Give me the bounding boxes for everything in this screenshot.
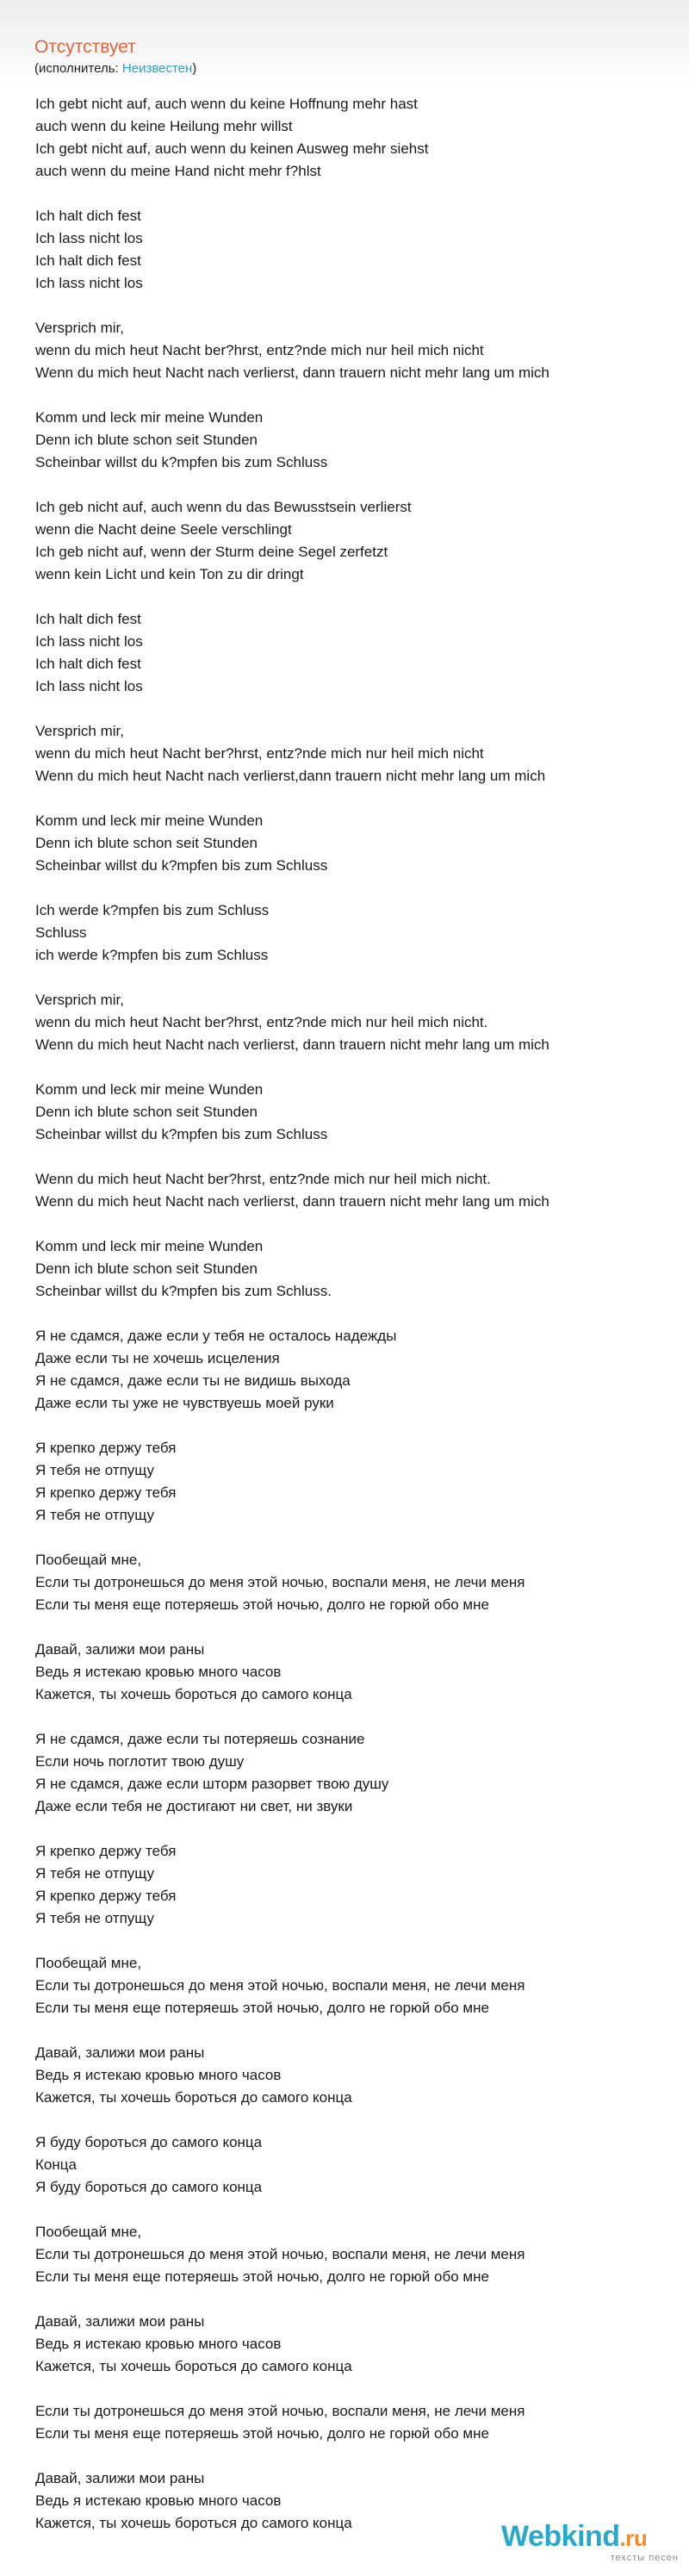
lyric-line: Я крепко держу тебя bbox=[35, 1888, 177, 1904]
lyrics-stanza bbox=[35, 989, 673, 1056]
lyric-line: Wenn du mich heut Nacht nach verlierst, dann trauern nicht mehr lang um mich bbox=[35, 364, 549, 381]
lyric-line: Ведь я истекаю кровью много часов bbox=[35, 2067, 282, 2083]
lyric-line: Ich gebt nicht auf, auch wenn du keinen Ausweg mehr siehst bbox=[35, 140, 429, 157]
lyrics-stanza bbox=[35, 1235, 673, 1303]
lyrics-stanza bbox=[35, 317, 673, 384]
lyric-line: Кажется, ты хочешь бороться до самого конца bbox=[35, 2089, 352, 2106]
lyric-line: wenn du mich heut Nacht ber?hrst, entz?nde mich nur heil mich nicht bbox=[35, 342, 484, 358]
lyric-line: Wenn du mich heut Nacht nach verlierst, dann trauern nicht mehr lang um mich bbox=[35, 1193, 549, 1210]
lyric-line: Ich halt dich fest bbox=[35, 611, 141, 627]
lyric-line: Ich lass nicht los bbox=[35, 678, 143, 694]
lyric-line: Кажется, ты хочешь бороться до самого конца bbox=[35, 2358, 352, 2374]
lyrics-stanza bbox=[35, 1437, 673, 1527]
lyric-line: Если ты меня еще потеряешь этой ночью, долго не горюй обо мне bbox=[35, 1596, 489, 1613]
lyric-line: Если ты дотронешься до меня этой ночью, воспали меня, не лечи меня bbox=[35, 1574, 525, 1590]
lyric-line: ich werde k?mpfen bis zum Schluss bbox=[35, 947, 269, 963]
lyric-line: wenn kein Licht und kein Ton zu dir dringt bbox=[35, 566, 304, 582]
lyric-line: Даже если тебя не достигают ни свет, ни звуки bbox=[35, 1798, 353, 1814]
logo-name: Webkind bbox=[501, 2520, 620, 2553]
lyric-line: Scheinbar willst du k?mpfen bis zum Schluss bbox=[35, 857, 328, 874]
lyric-line: Я не сдамся, даже если у тебя не осталось надежды bbox=[35, 1328, 397, 1344]
lyric-line: Ich halt dich fest bbox=[35, 656, 141, 672]
artist-link[interactable]: Неизвестен bbox=[121, 61, 193, 76]
lyrics-stanza bbox=[35, 1639, 673, 1706]
page-header bbox=[0, 0, 689, 86]
lyric-line: Versprich mir, bbox=[35, 992, 124, 1008]
lyric-line: Я крепко держу тебя bbox=[35, 1843, 177, 1859]
lyric-line: Давай, залижи мои раны bbox=[35, 1641, 205, 1658]
lyric-line: Я тебя не отпущу bbox=[35, 1865, 154, 1882]
lyric-line: Кажется, ты хочешь бороться до самого конца bbox=[35, 1686, 352, 1702]
lyric-line: Я не сдамся, даже если ты потеряешь сознание bbox=[35, 1731, 365, 1747]
lyric-line: Я тебя не отпущу bbox=[35, 1910, 154, 1926]
lyric-line: Конца bbox=[35, 2156, 77, 2173]
lyric-line: Versprich mir, bbox=[35, 723, 124, 739]
lyric-line: Я тебя не отпущу bbox=[35, 1462, 154, 1478]
lyrics-stanza bbox=[35, 496, 673, 586]
lyric-line: Wenn du mich heut Nacht nach verlierst, dann trauern nicht mehr lang um mich bbox=[35, 1036, 549, 1053]
artist-line bbox=[34, 61, 196, 77]
lyrics-stanza bbox=[35, 205, 673, 295]
lyric-line: Schluss bbox=[35, 924, 87, 941]
lyric-line: Scheinbar willst du k?mpfen bis zum Schluss. bbox=[35, 1283, 332, 1299]
lyrics-stanza bbox=[35, 720, 673, 787]
lyric-line: Я не сдамся, даже если шторм разорвет твою душу bbox=[35, 1776, 389, 1792]
site-logo[interactable] bbox=[501, 2520, 682, 2568]
lyrics-stanza bbox=[35, 1168, 673, 1213]
lyric-line: Scheinbar willst du k?mpfen bis zum Schluss bbox=[35, 1126, 328, 1142]
lyric-line: Даже если ты не хочешь исцеления bbox=[35, 1350, 280, 1366]
lyrics-stanza bbox=[35, 1952, 673, 2019]
lyric-line: Пообещай мне, bbox=[35, 2224, 142, 2240]
lyric-line: Denn ich blute schon seit Stunden bbox=[35, 1260, 258, 1277]
lyric-line: Ведь я истекаю кровью много часов bbox=[35, 2336, 282, 2352]
lyrics-body bbox=[35, 93, 673, 2557]
lyric-line: Если ты дотронешься до меня этой ночью, воспали меня, не лечи меня bbox=[35, 1977, 525, 1994]
lyric-line: Denn ich blute schon seit Stunden bbox=[35, 432, 258, 448]
lyric-line: Ich lass nicht los bbox=[35, 275, 143, 291]
lyric-line: Если ты меня еще потеряешь этой ночью, долго не горюй обо мне bbox=[35, 2000, 489, 2016]
lyric-line: Wenn du mich heut Nacht nach verlierst,dann trauern nicht mehr lang um mich bbox=[35, 768, 546, 784]
lyric-line: Давай, залижи мои раны bbox=[35, 2470, 205, 2486]
artist-suffix: ) bbox=[192, 61, 197, 76]
lyrics-stanza bbox=[35, 608, 673, 698]
lyric-line: Если ты меня еще потеряешь этой ночью, долго не горюй обо мне bbox=[35, 2268, 489, 2285]
lyrics-stanza bbox=[35, 407, 673, 474]
lyric-line: Если ты дотронешься до меня этой ночью, воспали меня, не лечи меня bbox=[35, 2246, 525, 2262]
lyric-line: Пообещай мне, bbox=[35, 1955, 142, 1971]
lyrics-stanza bbox=[35, 2131, 673, 2199]
song-title: Отсутствует bbox=[34, 37, 136, 57]
lyric-line: Я не сдамся, даже если ты не видишь выхода bbox=[35, 1372, 351, 1389]
lyric-line: Пообещай мне, bbox=[35, 1552, 142, 1568]
lyric-line: Komm und leck mir meine Wunden bbox=[35, 812, 264, 829]
lyric-line: auch wenn du keine Heilung mehr willst bbox=[35, 118, 293, 134]
lyric-line: Komm und leck mir meine Wunden bbox=[35, 1238, 264, 1254]
lyrics-stanza bbox=[35, 810, 673, 877]
lyric-line: Я крепко держу тебя bbox=[35, 1440, 177, 1456]
lyric-line: Если ночь поглотит твою душу bbox=[35, 1753, 245, 1770]
lyric-line: auch wenn du meine Hand nicht mehr f?hlst bbox=[35, 163, 321, 179]
lyric-line: Я буду бороться до самого конца bbox=[35, 2134, 263, 2150]
lyrics-stanza bbox=[35, 2311, 673, 2378]
artist-prefix: (исполнитель: bbox=[34, 61, 119, 76]
lyrics-stanza bbox=[35, 1549, 673, 1616]
lyric-line: Ich lass nicht los bbox=[35, 230, 143, 246]
lyrics-stanza bbox=[35, 1840, 673, 1930]
lyric-line: Ich werde k?mpfen bis zum Schluss bbox=[35, 902, 270, 918]
lyric-line: Ich geb nicht auf, auch wenn du das Bewusstsein verlierst bbox=[35, 499, 412, 515]
lyric-line: wenn die Nacht deine Seele verschlingt bbox=[35, 521, 292, 538]
lyric-line: wenn du mich heut Nacht ber?hrst, entz?nde mich nur heil mich nicht bbox=[35, 745, 484, 762]
lyrics-stanza bbox=[35, 1325, 673, 1415]
lyric-line: Ведь я истекаю кровью много часов bbox=[35, 2492, 282, 2509]
lyric-line: Если ты дотронешься до меня этой ночью, воспали меня, не лечи меня bbox=[35, 2403, 525, 2419]
lyric-line: Даже если ты уже не чувствуешь моей руки bbox=[35, 1395, 334, 1411]
lyric-line: Кажется, ты хочешь бороться до самого конца bbox=[35, 2515, 352, 2531]
lyrics-stanza bbox=[35, 899, 673, 967]
lyric-line: Ich geb nicht auf, wenn der Sturm deine Segel zerfetzt bbox=[35, 544, 388, 560]
lyrics-stanza bbox=[35, 2042, 673, 2109]
lyrics-stanza bbox=[35, 1728, 673, 1818]
lyric-line: Denn ich blute schon seit Stunden bbox=[35, 835, 258, 851]
lyrics-stanza bbox=[35, 1079, 673, 1146]
lyric-line: Ich lass nicht los bbox=[35, 633, 143, 650]
lyric-line: Давай, залижи мои раны bbox=[35, 2044, 205, 2061]
lyric-line: Wenn du mich heut Nacht ber?hrst, entz?nde mich nur heil mich nicht. bbox=[35, 1171, 491, 1187]
logo-tagline: тексты песен bbox=[610, 2553, 679, 2563]
lyric-line: Я буду бороться до самого конца bbox=[35, 2179, 263, 2195]
lyric-line: Komm und leck mir meine Wunden bbox=[35, 1081, 264, 1098]
logo-wordmark bbox=[501, 2520, 647, 2554]
lyric-line: Versprich mir, bbox=[35, 320, 124, 336]
lyric-line: Denn ich blute schon seit Stunden bbox=[35, 1104, 258, 1120]
lyric-line: Scheinbar willst du k?mpfen bis zum Schluss bbox=[35, 454, 328, 470]
lyrics-stanza bbox=[35, 2400, 673, 2445]
lyric-line: Komm und leck mir meine Wunden bbox=[35, 409, 264, 426]
lyric-line: Ich halt dich fest bbox=[35, 252, 141, 269]
lyric-line: Я тебя не отпущу bbox=[35, 1507, 154, 1523]
lyric-line: Если ты меня еще потеряешь этой ночью, долго не горюй обо мне bbox=[35, 2425, 489, 2442]
lyric-line: Ich halt dich fest bbox=[35, 208, 141, 224]
lyric-line: Ведь я истекаю кровью много часов bbox=[35, 1664, 282, 1680]
lyric-line: Ich gebt nicht auf, auch wenn du keine Hoffnung mehr hast bbox=[35, 96, 418, 112]
lyric-line: Давай, залижи мои раны bbox=[35, 2313, 205, 2330]
lyrics-stanza bbox=[35, 2221, 673, 2288]
lyric-line: wenn du mich heut Nacht ber?hrst, entz?nde mich nur heil mich nicht. bbox=[35, 1014, 488, 1030]
logo-tld: .ru bbox=[619, 2525, 648, 2551]
lyrics-stanza bbox=[35, 93, 673, 183]
lyric-line: Я крепко держу тебя bbox=[35, 1484, 177, 1501]
